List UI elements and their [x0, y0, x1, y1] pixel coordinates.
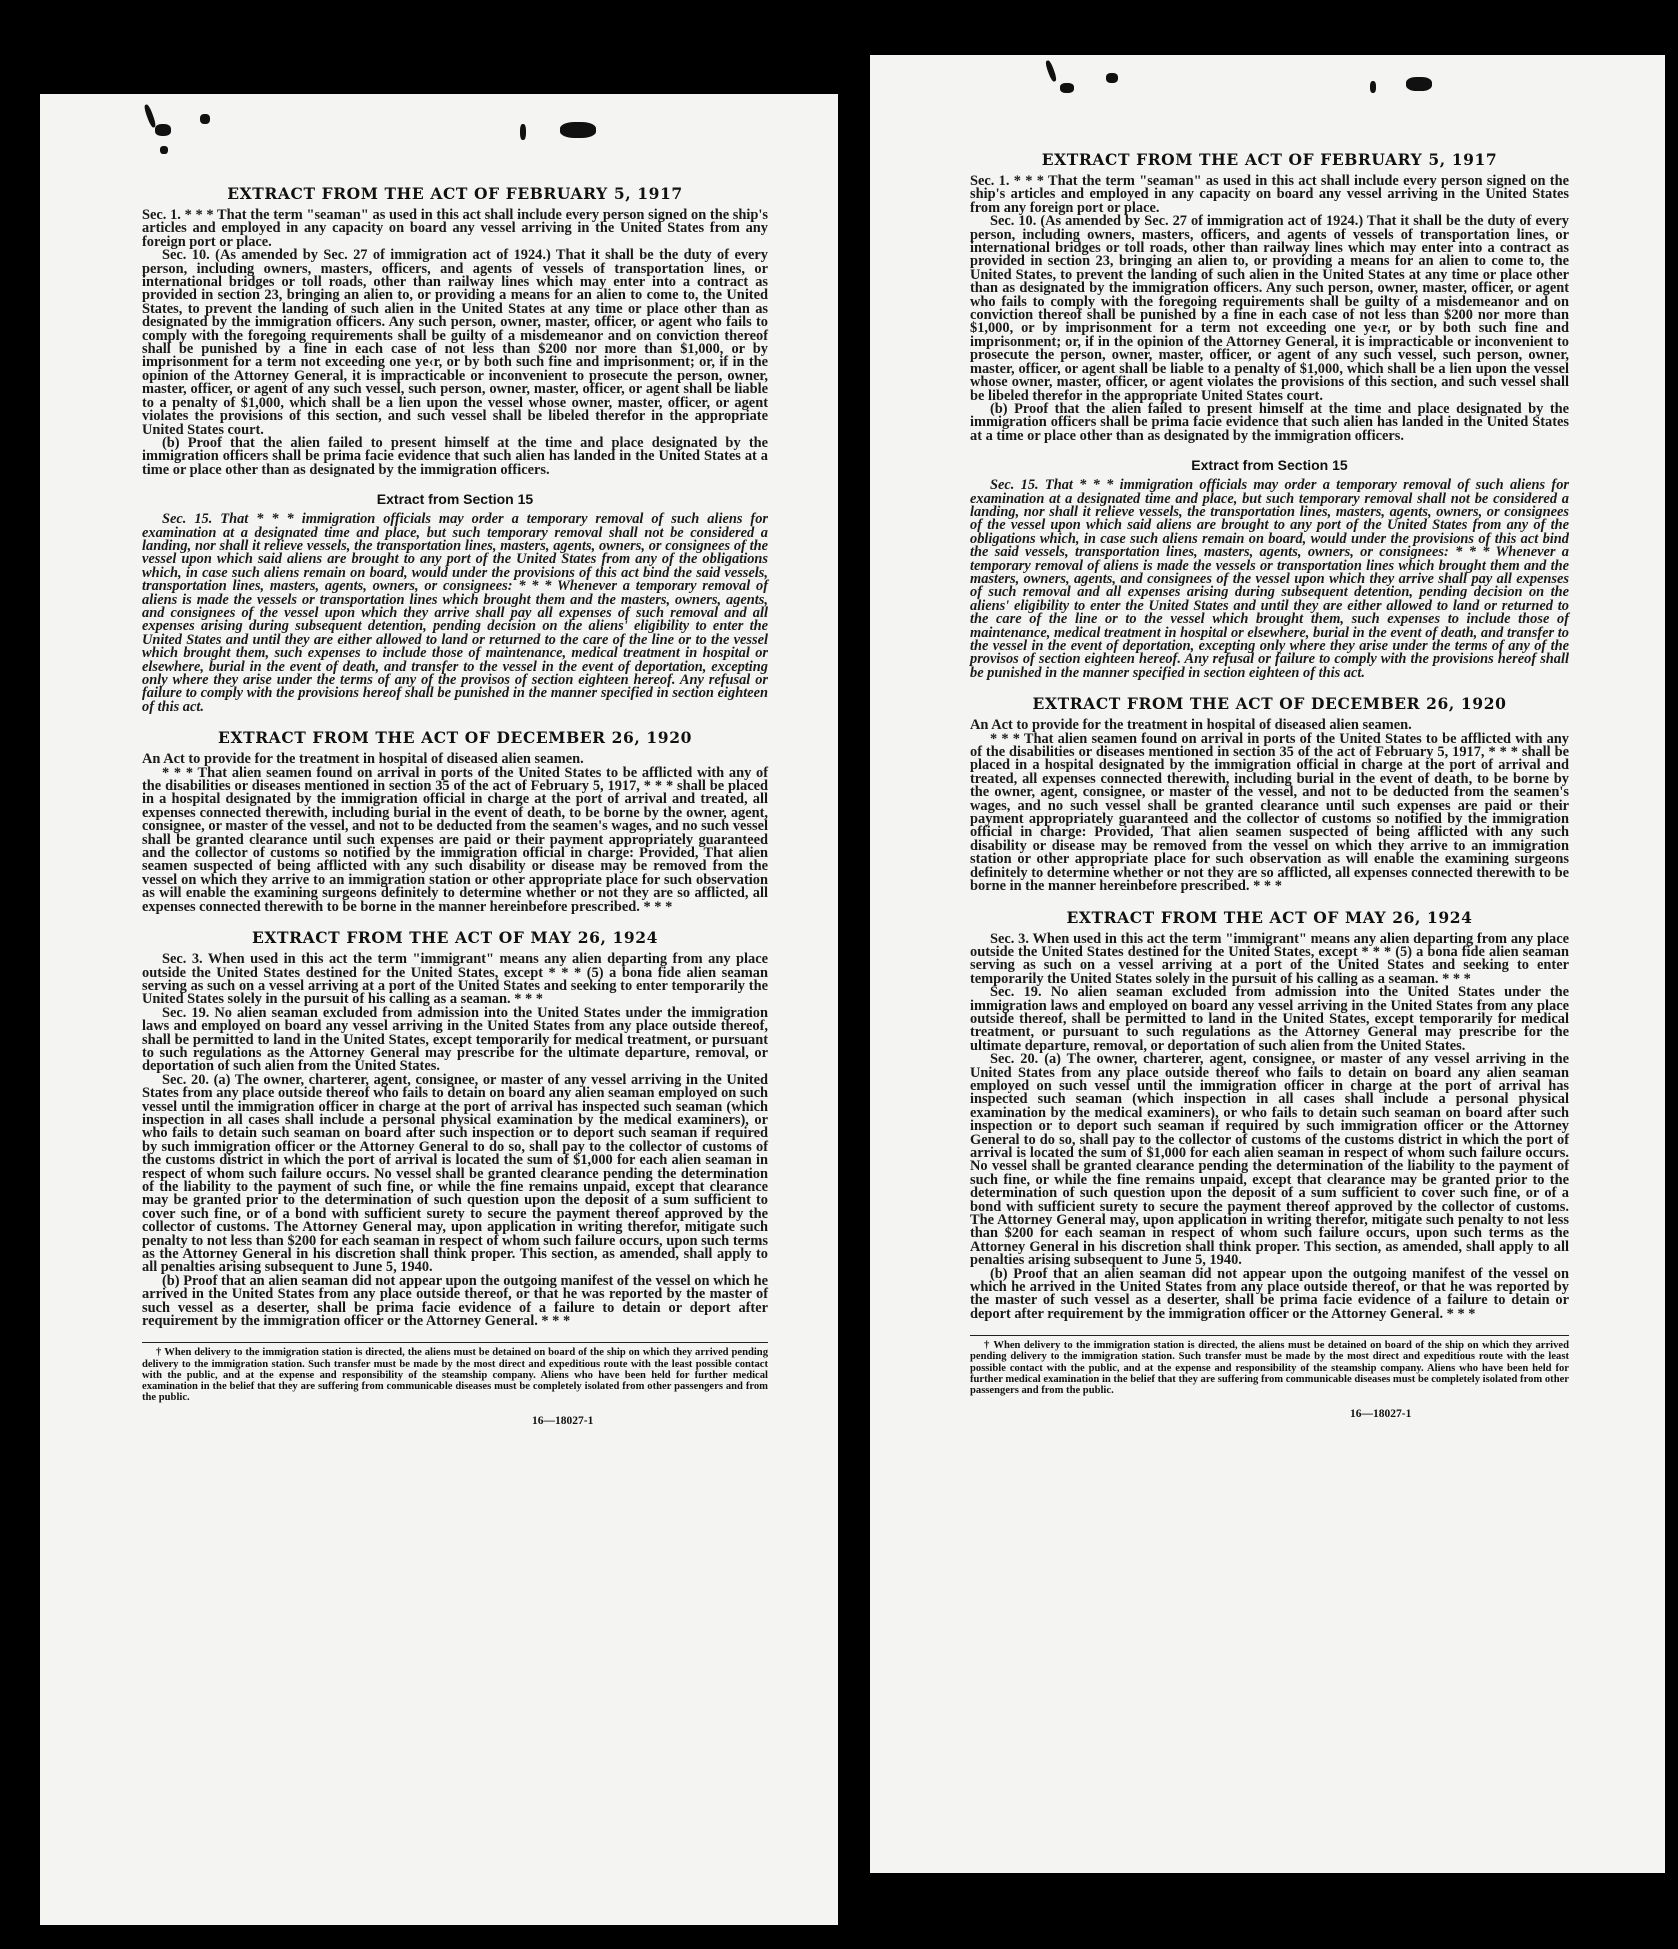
sec-19-text: Sec. 19. No alien seaman excluded from admission into the United States under the immigration laws and employed on board any vessel arriving in the United States from any place outside thereof, shall be permitted to land in the United States, except temporarily for medical treatment, or pursuant to such regulations as the Attorney General may prescribe for the ultimate departure, removal, or deportation of such alien from the United States.	[142, 1004, 768, 1075]
scan-speck	[1044, 60, 1057, 83]
sec-15-text: Sec. 15. That * * * immigration officials may order a temporary removal of such aliens for examination at a designated time and place, but such temporary removal shall not be considered a landing, nor shall it relieve vessels, the transportation lines, masters, agents, owners, or consignees of the vessel upon which said aliens are brought to any port of the United States from any of the obligations which, in case such aliens remain on board, would under the provisions of this act bind the said vessels, transportation lines, masters, agents, owners, or consignees: * * * Whenever a temporary removal of aliens is made the vessels or transportation lines which brought them and the masters, owners, agents, and consignees of the vessel upon which they arrive shall pay all expenses of such removal and all expenses arising during subsequent detention, pending decision on the aliens' eligibility to enter the United States and until they are either allowed to land or returned to the care of the line or to the vessel which brought them, such expenses to include those of maintenance, medical treatment in hospital or elsewhere, burial in the event of death, and transfer to the vessel in the event of deportation, excepting only where they arise under the terms of any of the provisos of section eighteen hereof. Any refusal or failure to comply with the provisions hereof shall be punished in the manner specified in section eighteen of this act.	[970, 477, 1569, 681]
section-1917	[142, 209, 768, 477]
section-1924	[970, 930, 1569, 1322]
sec-10b-text: (b) Proof that the alien failed to present himself at the time and place designated by the immigration officers shall be prima facie evidence that such alien has landed in the United States at a time or place other than as designated by the immigration officers.	[142, 434, 768, 478]
footnote-divider	[970, 1335, 1569, 1336]
footnote-text: † When delivery to the immigration station is directed, the aliens must be detained on board of the ship on which they arrived pending delivery to the immigration station. Such transfer must be made by the most direct and expeditious route with the least possible contact with the public, and at the expense and responsibility of the steamship company. Aliens who have been held for further medical examination in the belief that they are suffering from communicable diseases must be completely isolated from other passengers and from the public.	[970, 1340, 1569, 1397]
heading-act-1920: EXTRACT FROM THE ACT OF DECEMBER 26, 1920	[218, 728, 692, 748]
sec-10-text: Sec. 10. (As amended by Sec. 27 of immigration act of 1924.) That it shall be the duty of every person, including owners, masters, officers, and agents of vessels of transportation lines, or international bridges or toll roads, other than railway lines which may enter into a contract as provided in section 23, bringing an alien to, or providing a means for an alien to come to, the United States, to prevent the landing of such alien in the United States at any time or place other than as designated by the immigration officers. Any such person, owner, master, officer, or agent who fails to comply with the foregoing requirements shall be guilty of a misdemeanor and on conviction thereof shall be punished by a fine in each case of not less than $200 nor more than $1,000, or by imprisonment for a term not exceeding one ye‹r, or by both such fine and imprisonment; or, if in the opinion of the Attorney General, it is impracticable or inconvenient to prosecute the person, owner, master, officer, or agent of any such vessel, such person, owner, master, officer, or agent shall be liable to a penalty of $1,000, which shall be a lien upon the vessel whose owner, master, officer, or agent violates the provisions of this section, and such vessel shall be libeled therefor in the appropriate United States court.	[970, 213, 1569, 404]
scan-speck	[143, 104, 157, 129]
sec-20b-text: (b) Proof that an alien seaman did not appear upon the outgoing manifest of the vessel on which he arrived in the United States from any place outside thereof, or that he was reported by the master of such vessel as a deserter, shall be prima facie evidence of a failure to detain or deport after requirement by the immigration officer or the Attorney General. * * *	[970, 1265, 1569, 1322]
sec-3-text: Sec. 3. When used in this act the term "immigrant" means any alien departing from any place outside the United States destined for the United States, except * * * (5) a bona fide alien seaman serving as such on a vessel arriving at a port of the United States and seeking to enter temporarily the United States solely in the pursuit of his calling as a seaman. * * *	[142, 951, 768, 1008]
scan-speck	[1106, 73, 1118, 83]
form-number: 16—18027-1	[1350, 1408, 1412, 1421]
heading-act-1924: EXTRACT FROM THE ACT OF MAY 26, 1924	[251, 928, 659, 948]
heading-act-1917: EXTRACT FROM THE ACT OF FEBRUARY 5, 1917	[1041, 150, 1498, 169]
section-1920	[970, 719, 1569, 893]
section-15-block	[142, 513, 768, 714]
sec-10-text: Sec. 10. (As amended by Sec. 27 of immigration act of 1924.) That it shall be the duty of every person, including owners, masters, officers, and agents of vessels of transportation lines, or international bridges or toll roads, other than railway lines which may enter into a contract as provided in section 23, bringing an alien to, or providing a means for an alien to come to, the United States, to prevent the landing of such alien in the United States at any time or place other than as designated by the immigration officers. Any such person, owner, master, officer, or agent who fails to comply with the foregoing requirements shall be guilty of a misdemeanor and on conviction thereof shall be punished by a fine in each case of not less than $200 nor more than $1,000, or by imprisonment for a term not exceeding one ye‹r, or by both such fine and imprisonment; or, if in the opinion of the Attorney General, it is impracticable or inconvenient to prosecute the person, owner, master, officer, or agent of any such vessel, such person, owner, master, officer, or agent shall be liable to a penalty of $1,000, which shall be a lien upon the vessel whose owner, master, officer, or agent violates the provisions of this section, and such vessel shall be libeled therefor in the appropriate United States court.	[142, 247, 768, 438]
sec-19-text: Sec. 19. No alien seaman excluded from admission into the United States under the immigration laws and employed on board any vessel arriving in the United States from any place outside thereof, shall be permitted to land in the United States, except temporarily for medical treatment, or pursuant to such regulations as the Attorney General may prescribe for the ultimate departure, removal, or deportation of such alien from the United States.	[970, 984, 1569, 1054]
sec-10b-text: (b) Proof that the alien failed to present himself at the time and place designated by the immigration officers shall be prima facie evidence that such alien has landed in the United States at a time or place other than as designated by the immigration officers.	[970, 400, 1569, 444]
act-1920-text: * * * That alien seamen found on arrival in ports of the United States to be afflicted with any of the disabilities or diseases mentioned in section 35 of the act of February 5, 1917, * * * shall be placed in a hospital designated by the immigration official in charge at the port of arrival and treated, all expenses connected therewith, including burial in the event of death, to be borne by the owner, agent, consignee, or master of the vessel, and not to be deducted from the seamen's wages, and no such vessel shall be granted clearance until such expenses are paid or their payment appropriately guaranteed and the collector of customs so notified by the immigration official in charge: Provided, That alien seamen suspected of being afflicted with any such disability or disease may be removed from the vessel on which they arrive to an immigration station or other appropriate place for such observation as will enable the examining surgeons definitely to determine whether or not they are so afflicted, all expenses connected therewith to be borne in the manner hereinbefore prescribed. * * *	[970, 730, 1569, 895]
heading-section-15: Extract from Section 15	[376, 491, 534, 508]
scan-speck	[560, 122, 596, 138]
document-page-left	[40, 94, 838, 1925]
scan-speck	[155, 124, 171, 136]
scan-speck	[160, 146, 168, 154]
act-1920-title: An Act to provide for the treatment in hospital of diseased alien seamen.	[142, 751, 584, 768]
sec-20b-text: (b) Proof that an alien seaman did not appear upon the outgoing manifest of the vessel on which he arrived in the United States from any place outside thereof, or that he was reported by the master of such vessel as a deserter, shall be prima facie evidence of a failure to detain or deport after requirement by the immigration officer or the Attorney General. * * *	[142, 1272, 768, 1330]
scan-speck	[200, 114, 210, 124]
section-1920	[142, 753, 768, 914]
sec-1-text: Sec. 1. * * * That the term "seaman" as used in this act shall include every person signed on the ship's articles and employed in any capacity on board any vessel arriving in the United States from any foreign port or place.	[970, 173, 1569, 216]
footnote-text: † When delivery to the immigration station is directed, the aliens must be detained on board of the ship on which they arrived pending delivery to the immigration station. Such transfer must be made by the most direct and expeditious route with the least possible contact with the public, and at the expense and responsibility of the steamship company. Aliens who have been held for further medical examination in the belief that they are suffering from communicable diseases must be completely isolated from other passengers and from the public.	[142, 1347, 768, 1404]
act-1920-title: An Act to provide for the treatment in hospital of diseased alien seamen.	[970, 717, 1412, 734]
sec-20-text: Sec. 20. (a) The owner, charterer, agent, consignee, or master of any vessel arriving in the United States from any place outside thereof who fails to detain on board any alien seaman employed on such vessel until the immigration officer in charge at the port of arrival has inspected such seaman (which inspection in all cases shall include a personal physical examination by the medical examiners), or who fails to detain such seaman on board after such inspection or to deport such seaman if required by such immigration officer or the Attorney General to do so, shall pay to the collector of customs of the customs district in which the port of arrival is located the sum of $1,000 for each alien seaman in respect of whom such failure occurs. No vessel shall be granted clearance pending the determination of the liability to the payment of such fine, or while the fine remains unpaid, except that clearance may be granted prior to the determination of such question upon the deposit of a sum sufficient to cover such fine, or of a bond with sufficient surety to secure the payment thereof approved by the collector of customs. The Attorney General may, upon application in writing therefor, mitigate such penalty to not less than $200 for each seaman in respect of whom such failure occurs, upon such terms as the Attorney General in his discretion shall think proper. This section, as amended, shall apply to all penalties arising subsequent to June 5, 1940.	[970, 1051, 1569, 1269]
section-1917	[970, 175, 1569, 443]
heading-act-1917: EXTRACT FROM THE ACT OF FEBRUARY 5, 1917	[227, 184, 683, 203]
sec-15-text: Sec. 15. That * * * immigration officials may order a temporary removal of such aliens for examination at a designated time and place, but such temporary removal shall not be considered a landing, nor shall it relieve vessels, the transportation lines, masters, agents, owners, or consignees of the vessel upon which said aliens are brought to any port of the United States from any of the obligations which, in case such aliens remain on board, would under the provisions of this act bind the said vessels, transportation lines, masters, agents, owners, or consignees: * * * Whenever a temporary removal of aliens is made the vessels or transportation lines which brought them and the masters, owners, agents, and consignees of the vessel upon which they arrive shall pay all expenses of such removal and all expenses arising during subsequent detention, pending decision on the aliens' eligibility to enter the United States and until they are either allowed to land or returned to the care of the line or to the vessel which brought them, such expenses to include those of maintenance, medical treatment in hospital or elsewhere, burial in the event of death, and transfer to the vessel in the event of deportation, excepting only where they arise under the terms of any of the provisos of section eighteen hereof. Any refusal or failure to comply with the provisions hereof shall be punished in the manner specified in section eighteen of this act.	[142, 511, 768, 715]
heading-section-15: Extract from Section 15	[1191, 457, 1348, 474]
heading-act-1920: EXTRACT FROM THE ACT OF DECEMBER 26, 1920	[1032, 694, 1507, 714]
section-1924	[142, 953, 768, 1328]
sec-1-text: Sec. 1. * * * That the term "seaman" as used in this act shall include every person signed on the ship's articles and employed in any capacity on board any vessel arriving in the United States from any foreign port or place.	[142, 207, 768, 250]
section-15-block	[970, 479, 1569, 680]
act-1920-text: * * * That alien seamen found on arrival in ports of the United States to be afflicted with any of the disabilities or diseases mentioned in section 35 of the act of February 5, 1917, * * * shall be placed in a hospital designated by the immigration official in charge at the port of arrival and treated, all expenses connected therewith, including burial in the event of death, to be borne by the owner, agent, consignee, or master of the vessel, and not to be deducted from the seamen's wages, and no such vessel shall be granted clearance until such expenses are paid or their payment appropriately guaranteed and the collector of customs so notified by the immigration official in charge: Provided, That alien seamen suspected of being afflicted with any such disability or disease may be removed from the vessel on which they arrive to an immigration station or other appropriate place for such observation as will enable the examining surgeons definitely to determine whether or not they are so afflicted, all expenses connected therewith to be borne in the manner hereinbefore prescribed. * * *	[142, 764, 768, 915]
scan-speck	[1060, 83, 1074, 93]
scan-speck	[1406, 77, 1432, 91]
document-page-right	[870, 55, 1665, 1873]
footnote-divider	[142, 1342, 768, 1343]
scan-speck	[520, 124, 526, 140]
heading-act-1924: EXTRACT FROM THE ACT OF MAY 26, 1924	[1066, 907, 1473, 927]
sec-20-text: Sec. 20. (a) The owner, charterer, agent, consignee, or master of any vessel arriving in the United States from any place outside thereof who fails to detain on board any alien seaman employed on such vessel until the immigration officer in charge at the port of arrival has inspected such seaman (which inspection in all cases shall include a personal physical examination by the medical examiners), or who fails to detain such seaman on board after such inspection or to deport such seaman if required by such immigration officer or the Attorney General to do so, shall pay to the collector of customs of the customs district in which the port of arrival is located the sum of $1,000 for each alien seaman in respect of whom such failure occurs. No vessel shall be granted clearance pending the determination of the liability to the payment of such fine, or while the fine remains unpaid, except that clearance may be granted prior to the determination of such question upon the deposit of a sum sufficient to cover such fine, or of a bond with sufficient surety to secure the payment thereof approved by the collector of customs. The Attorney General may, upon application in writing therefor, mitigate such penalty to not less than $200 for each seaman in respect of whom such failure occurs, upon such terms as the Attorney General in his discretion shall think proper. This section, as amended, shall apply to all penalties arising subsequent to June 5, 1940.	[142, 1071, 768, 1276]
scan-speck	[1370, 81, 1376, 93]
form-number: 16—18027-1	[532, 1415, 594, 1428]
sec-3-text: Sec. 3. When used in this act the term "immigrant" means any alien departing from any place outside the United States destined for the United States, except * * * (5) a bona fide alien seaman serving as such on a vessel arriving at a port of the United States and seeking to enter temporarily the United States solely in the pursuit of his calling as a seaman. * * *	[970, 930, 1569, 987]
